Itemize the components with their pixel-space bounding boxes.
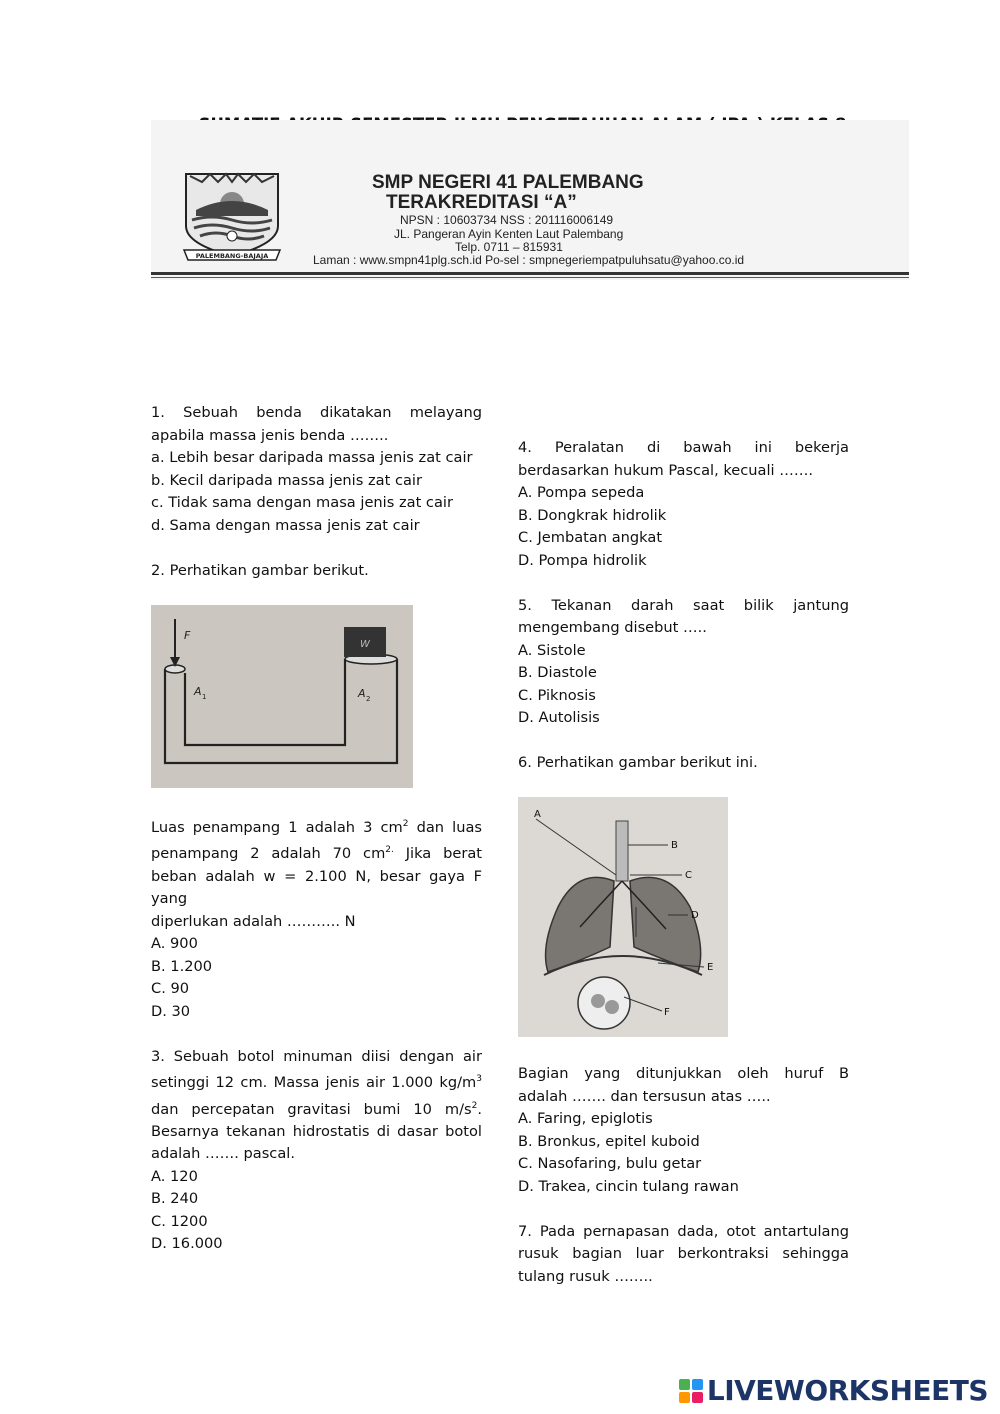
q4-option-d: D. Pompa hidrolik — [518, 551, 647, 569]
q6-option-b: B. Bronkus, epitel kuboid — [518, 1132, 700, 1150]
q7-line1: 7. Pada pernapasan dada, otot antartulang — [518, 1222, 849, 1240]
q1-option-d: d. Sama dengan massa jenis zat cair — [151, 516, 420, 534]
q2-intro: 2. Perhatikan gambar berikut. — [151, 561, 369, 579]
q3-option-a: A. 120 — [151, 1167, 198, 1185]
q2-option-a: A. 900 — [151, 935, 198, 953]
q2-option-c: C. 90 — [151, 980, 190, 998]
q2-option-b: B. 1.200 — [151, 957, 213, 975]
label-a2: A — [358, 687, 366, 700]
q3-line4: Besarnya tekanan hidrostatis di dasar botol — [151, 1122, 482, 1140]
label-e: E — [707, 962, 714, 973]
liveworksheets-icon — [679, 1379, 703, 1403]
q3-line1: 3. Sebuah botol minuman diisi dengan air — [151, 1047, 482, 1065]
label-f: F — [184, 629, 191, 642]
q3-option-b: B. 240 — [151, 1190, 199, 1208]
label-w: W — [360, 639, 370, 650]
q5-line1: 5. Tekanan darah saat bilik jantung — [518, 596, 849, 614]
q1-stem-line1: 1. Sebuah benda dikatakan melayang — [151, 404, 482, 421]
label-a: A — [534, 809, 541, 820]
q3-line2: setinggi 12 cm. Massa jenis air 1.000 $kg/m^3$ — [151, 1074, 482, 1092]
q6-line1: Bagian yang ditunjukkan oleh huruf B — [518, 1065, 849, 1082]
q6-option-d: D. Trakea, cincin tulang rawan — [518, 1177, 739, 1195]
q2-line4: diperlukan adalah ……….. N — [151, 912, 356, 930]
q7-line3: tulang rusuk …….. — [518, 1267, 653, 1285]
q5-option-c: C. Piknosis — [518, 686, 596, 704]
q6-option-c: C. Nasofaring, bulu getar — [518, 1155, 702, 1172]
q2-line2: penampang 2 adalah 70 $cm^{2.}$ Jika berat — [151, 845, 483, 863]
school-phone: Telp. 0711 – 815931 — [455, 240, 563, 254]
q2-line3: beban adalah w = 2.100 N, besar gaya F yang — [151, 867, 482, 908]
q4-line1: 4. Peralatan di bawah ini bekerja — [518, 439, 849, 456]
q3-option-c: C. 1200 — [151, 1212, 208, 1230]
label-c: C — [685, 870, 692, 881]
question-2-text — [151, 813, 482, 1256]
school-name: SMP NEGERI 41 PALEMBANG — [372, 172, 644, 193]
header-rule — [151, 272, 909, 275]
label-d: D — [691, 910, 699, 921]
q6-option-a: A. Faring, epiglotis — [518, 1110, 653, 1127]
q4-line2: berdasarkan hukum Pascal, kecuali ……. — [518, 461, 814, 479]
q4-option-c: C. Jembatan angkat — [518, 529, 663, 546]
q3-line5: adalah ……. pascal. — [151, 1145, 295, 1163]
q6-intro: 6. Perhatikan gambar berikut ini. — [518, 754, 758, 771]
q5-line2: mengembang disebut ….. — [518, 619, 707, 636]
hydraulic-press-figure — [151, 605, 413, 788]
label-a2-sub: 2 — [366, 695, 371, 703]
q1-option-b: b. Kecil daripada massa jenis zat cair — [151, 471, 422, 489]
q1-option-c: c. Tidak sama dengan masa jenis zat cair — [151, 494, 453, 511]
logo-text: PALEMBANG-BAJAJA — [195, 252, 269, 260]
q6-line2: adalah ……. dan tersusun atas ….. — [518, 1087, 771, 1105]
question-6-7 — [518, 1063, 849, 1288]
question-4-5 — [518, 437, 849, 775]
school-logo — [182, 170, 282, 262]
q4-option-a: A. Pompa sepeda — [518, 484, 645, 501]
label-a1-sub: 1 — [202, 693, 207, 701]
school-npsn: NPSN : 10603734 NSS : 201116006149 — [400, 213, 614, 227]
header-rule-thin — [151, 277, 909, 278]
q4-option-b: B. Dongkrak hidrolik — [518, 506, 667, 524]
q5-option-a: A. Sistole — [518, 641, 586, 659]
question-1 — [151, 402, 482, 582]
label-a1: A — [194, 685, 202, 698]
q3-option-d: D. 16.000 — [151, 1235, 223, 1253]
liveworksheets-brand: LIVEWORKSHEETS — [706, 1374, 988, 1407]
q1-option-a: a. Lebih besar daripada massa jenis zat cair — [151, 449, 473, 466]
lungs-figure — [518, 797, 728, 1037]
q7-line2: rusuk bagian luar berkontraksi sehingga — [518, 1245, 849, 1262]
q3-line3: dan percepatan gravitasi bumi 10 $m/s^2$. — [151, 1100, 482, 1118]
liveworksheets-logo[interactable] — [679, 1374, 988, 1407]
q2-line1: Luas penampang 1 adalah 3 $cm^2$ dan luas — [151, 818, 482, 836]
q5-option-d: D. Autolisis — [518, 709, 600, 726]
school-web: Laman : www.smpn41plg.sch.id Po-sel : smpnegeriempatpuluhsatu@yahoo.co.id — [313, 253, 745, 267]
q1-stem-line2: apabila massa jenis benda …….. — [151, 426, 389, 444]
label-b: B — [671, 840, 678, 851]
school-address: JL. Pangeran Ayin Kenten Laut Palembang — [394, 227, 624, 241]
school-accreditation: TERAKREDITASI “A” — [386, 192, 577, 213]
q2-option-d: D. 30 — [151, 1002, 191, 1020]
label-f: F — [664, 1007, 670, 1018]
q5-option-b: B. Diastole — [518, 664, 597, 681]
